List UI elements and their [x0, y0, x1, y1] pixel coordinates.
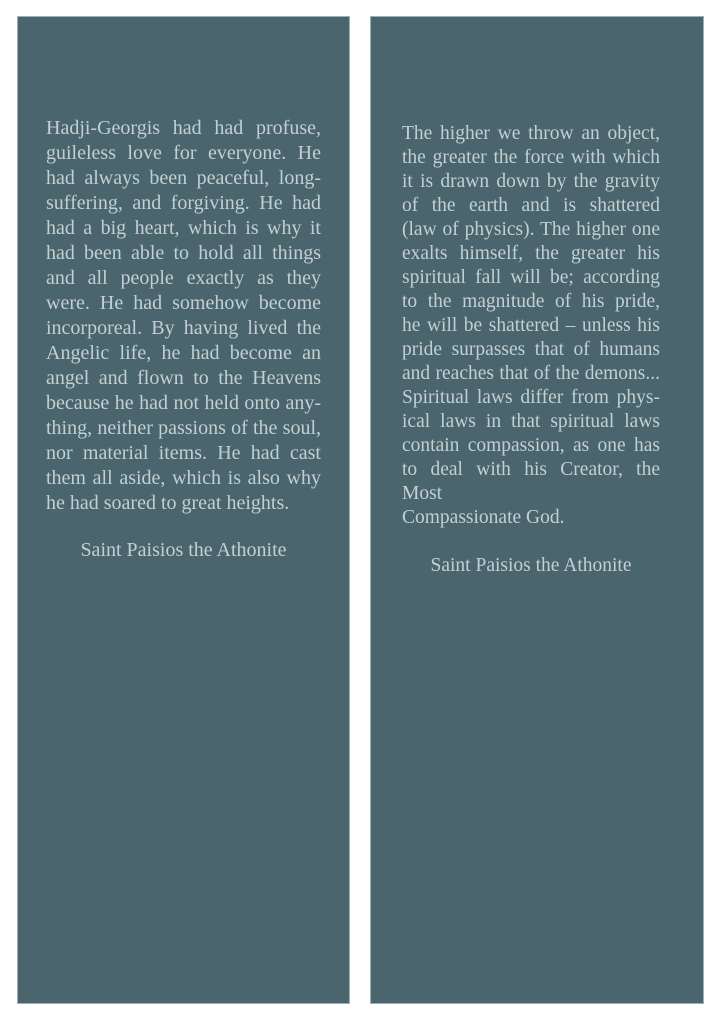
quote-line: Hadji-Georgis had had profuse, — [46, 117, 321, 139]
quote-line: ical laws in that spiritual laws — [402, 411, 660, 432]
quote-line: he had soared to great heights. — [46, 492, 290, 514]
quote-line: pride surpasses that of humans — [402, 339, 660, 360]
quote-line: Angelic life, he had become an — [46, 342, 321, 364]
quote-line: (law of physics). The higher one — [402, 219, 660, 240]
quote-line: exalts himself, the greater his — [402, 243, 660, 264]
quote-line: them all aside, which is also why — [46, 467, 321, 489]
quote-line: had a big heart, which is why it — [46, 217, 321, 239]
quote-line: Compassionate God. — [402, 507, 565, 528]
quote-line: and all people exactly as they — [46, 267, 321, 289]
quote-line: Spiritual laws differ from phys- — [402, 387, 660, 408]
quote-line: contain compassion, as one has — [402, 435, 660, 456]
quote-line: and reaches that of the demons... — [402, 363, 660, 384]
quote-attribution: Saint Paisios the Athonite — [430, 555, 632, 576]
quote-line: The higher we throw an object, — [402, 123, 660, 144]
quote-line: were. He had somehow become — [46, 292, 321, 314]
quote-line: angel and flown to the Heavens — [46, 367, 321, 389]
quote-line: guileless love for everyone. He — [46, 142, 321, 164]
quote-attribution: Saint Paisios the Athonite — [80, 539, 287, 561]
quote-line: had always been peaceful, long- — [46, 167, 321, 189]
quote-line: to deal with his Creator, the Most — [402, 459, 660, 504]
quote-card-right — [370, 16, 704, 1004]
quote-line: incorporeal. By having lived the — [46, 317, 321, 339]
quote-line: nor material items. He had cast — [46, 442, 321, 464]
quote-line: to the magnitude of his pride, — [402, 291, 660, 312]
quote-line: he will be shattered – unless his — [402, 315, 660, 336]
quote-line: because he had not held onto any- — [46, 392, 321, 414]
quote-line: suffering, and forgiving. He had — [46, 192, 321, 214]
quote-line: it is drawn down by the gravity — [402, 171, 660, 192]
quote-card-left — [17, 16, 350, 1004]
quote-text — [46, 116, 321, 516]
quote-line: the greater the force with which — [402, 147, 660, 168]
quote-line: of the earth and is shattered — [402, 195, 660, 216]
quote-line: spiritual fall will be; according — [402, 267, 660, 288]
quote-text — [402, 122, 660, 530]
quote-line: thing, neither passions of the soul, — [46, 417, 321, 439]
quote-line: had been able to hold all things — [46, 242, 321, 264]
